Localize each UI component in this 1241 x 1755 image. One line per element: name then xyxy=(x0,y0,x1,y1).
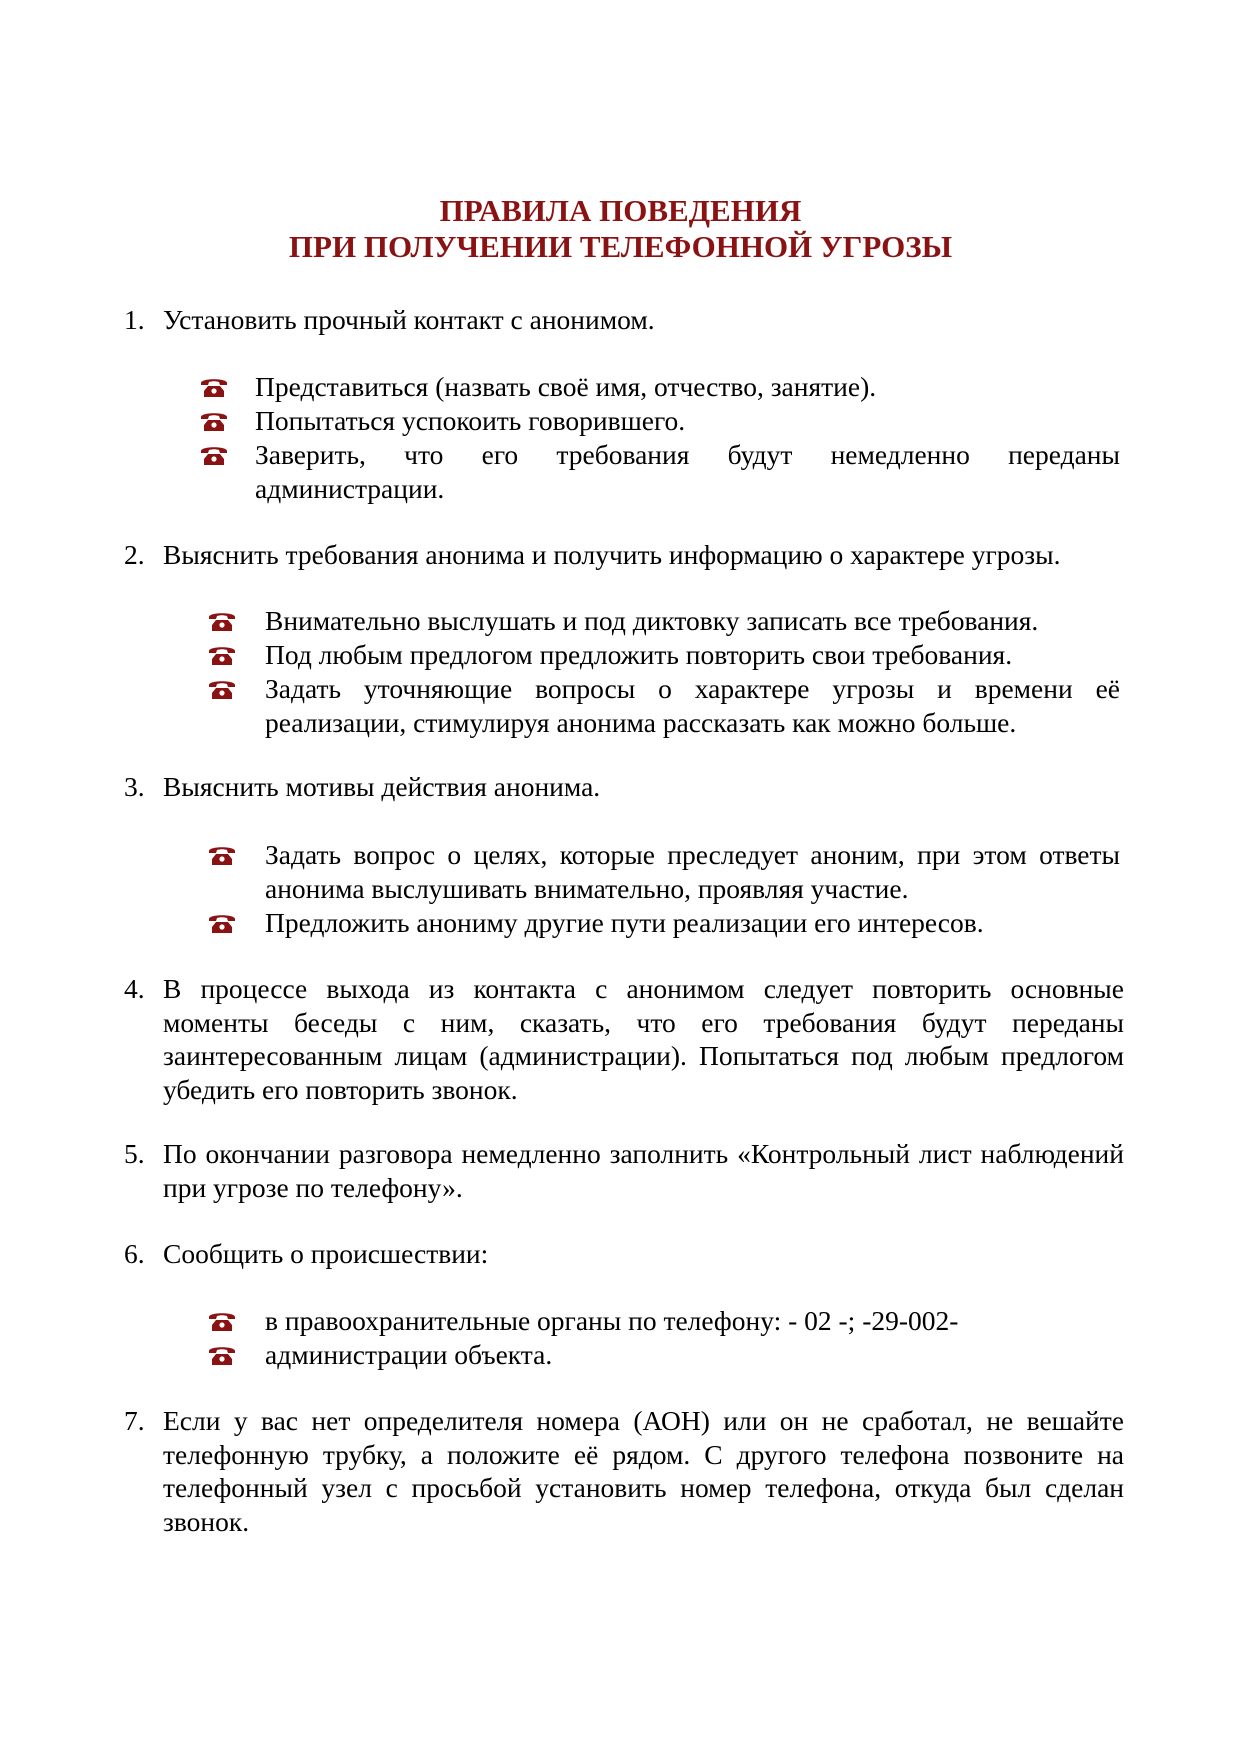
title-line-2: ПРИ ПОЛУЧЕНИИ ТЕЛЕФОННОЙ УГРОЗЫ xyxy=(288,229,953,264)
bullet-text: Задать вопрос о целях, которые преследует аноним, при этом ответы анонима выслушивать внимательно, проявляя участие. xyxy=(265,839,1120,904)
item-number: 6. xyxy=(124,1238,145,1269)
item-text: Выяснить мотивы действия анонима. xyxy=(163,771,601,802)
phone-icon xyxy=(208,610,236,632)
title-line-1: ПРАВИЛА ПОВЕДЕНИЯ xyxy=(439,193,802,228)
bullet-item xyxy=(200,438,1120,505)
list-item-5 xyxy=(124,1137,1124,1204)
list-item-1 xyxy=(124,303,1124,337)
item-number: 7. xyxy=(124,1405,145,1436)
bullet-text: администрации объекта. xyxy=(265,1339,553,1370)
bullet-text: Попытаться успокоить говорившего. xyxy=(255,405,686,436)
phone-icon xyxy=(200,444,228,466)
item-text: В процессе выхода из контакта с анонимом следует повторить основные моменты беседы с ним, сказать, что его требования будут переданы заинтересованным лицам (администрации). Попытаться под любым предлогом убедить его повторить звонок. xyxy=(163,973,1124,1105)
bullet-item xyxy=(208,1338,1120,1372)
page-title xyxy=(0,193,1241,265)
bullet-text: Задать уточняющие вопросы о характере угрозы и времени её реализации, стимулируя анонима рассказать как можно больше. xyxy=(265,673,1120,738)
phone-icon xyxy=(208,1310,236,1332)
phone-icon xyxy=(208,844,236,866)
item-number: 1. xyxy=(124,304,145,335)
bullet-item xyxy=(208,604,1120,638)
list-item-2 xyxy=(124,538,1124,572)
item-text: По окончании разговора немедленно заполнить «Контрольный лист наблюдений при угрозе по телефону». xyxy=(163,1138,1124,1203)
phone-icon xyxy=(200,410,228,432)
item-number: 3. xyxy=(124,771,145,802)
bullet-text: Предложить анониму другие пути реализации его интересов. xyxy=(265,907,984,938)
phone-icon xyxy=(208,1344,236,1366)
item-number: 4. xyxy=(124,973,145,1004)
bullet-item xyxy=(208,838,1120,905)
phone-icon xyxy=(200,376,228,398)
item-number: 2. xyxy=(124,539,145,570)
phone-icon xyxy=(208,644,236,666)
bullet-text: в правоохранительные органы по телефону: - 02 -; -29-002- xyxy=(265,1305,959,1336)
item-text: Выяснить требования анонима и получить информацию о характере угрозы. xyxy=(163,539,1061,570)
bullet-text: Внимательно выслушать и под диктовку записать все требования. xyxy=(265,605,1039,636)
phone-icon xyxy=(208,912,236,934)
bullet-item xyxy=(200,404,1120,438)
item-number: 5. xyxy=(124,1138,145,1169)
list-item-4 xyxy=(124,972,1124,1106)
bullet-item xyxy=(200,370,1120,404)
item-text: Установить прочный контакт с анонимом. xyxy=(163,304,655,335)
list-item-3 xyxy=(124,770,1124,804)
bullet-item xyxy=(208,638,1120,672)
bullet-text: Под любым предлогом предложить повторить свои требования. xyxy=(265,639,1013,670)
bullet-item xyxy=(208,1304,1120,1338)
list-item-6 xyxy=(124,1237,1124,1271)
item-text: Сообщить о происшествии: xyxy=(163,1238,489,1269)
bullet-text: Представиться (назвать своё имя, отчество, занятие). xyxy=(255,371,877,402)
bullet-text: Заверить, что его требования будут немедленно переданы администрации. xyxy=(255,439,1120,504)
phone-icon xyxy=(208,678,236,700)
bullet-item xyxy=(208,672,1120,739)
item-text: Если у вас нет определителя номера (АОН) или он не сработал, не вешайте телефонную трубку, а положите её рядом. С другого телефона позвоните на телефонный узел с просьбой установить номер телефона, откуда был сделан звонок. xyxy=(163,1405,1124,1537)
bullet-item xyxy=(208,906,1120,940)
list-item-7 xyxy=(124,1404,1124,1538)
